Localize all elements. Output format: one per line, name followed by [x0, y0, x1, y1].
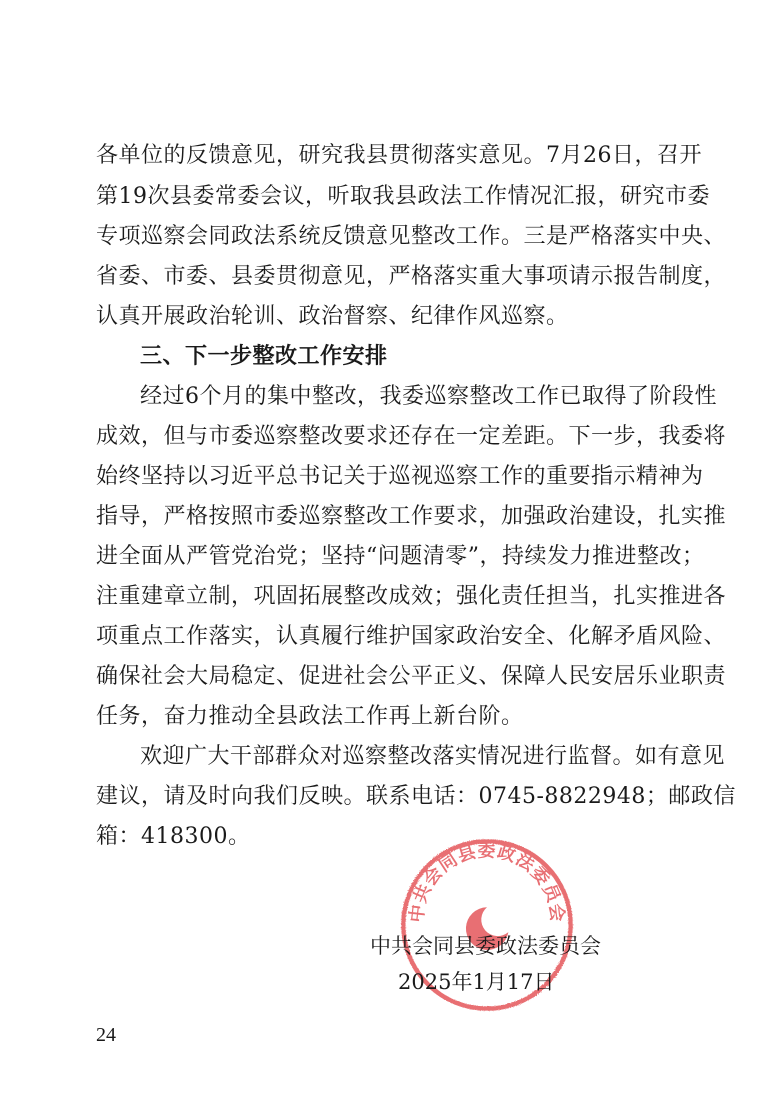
- body-line: 省委、市委、县委贯彻意见，严格落实重大事项请示报告制度，: [96, 264, 727, 289]
- body-line: 欢迎广大干部群众对巡察整改落实情况进行监督。如有意见: [140, 744, 726, 769]
- body-line: 建议，请及时向我们反映。联系电话：0745-8822948；邮政信: [96, 784, 736, 809]
- body-line: 各单位的反馈意见，研究我县贯彻落实意见。7月26日，召开: [96, 143, 702, 168]
- svg-text:中共会同县委政法委员会: [405, 840, 568, 924]
- body-line: 项重点工作落实，认真履行维护国家政治安全、化解矛盾风险、: [96, 624, 727, 649]
- body-line: 第19次县委常委会议，听取我县政法工作情况汇报，研究市委: [96, 184, 710, 209]
- signature-organization: 中共会同县委政法委员会: [370, 934, 601, 958]
- body-line: 注重建章立制，巩固拓展整改成效；强化责任担当，扎实推进各: [96, 584, 727, 609]
- body-line: 指导，严格按照市委巡察整改工作要求，加强政治建设，扎实推: [96, 504, 727, 529]
- body-line: 确保社会大局稳定、促进社会公平正义、保障人民安居乐业职责: [96, 664, 727, 689]
- body-line: 始终坚持以习近平总书记关于巡视巡察工作的重要指示精神为: [96, 464, 704, 489]
- body-line: 经过6个月的集中整改，我委巡察整改工作已取得了阶段性: [140, 384, 717, 409]
- page-number: 24: [96, 1024, 116, 1046]
- seal-text: 中共会同县委政法委员会: [406, 840, 568, 924]
- body-line: 箱：418300。: [96, 824, 251, 849]
- body-line: 成效，但与市委巡察整改要求还存在一定差距。下一步，我委将: [96, 424, 727, 449]
- section-heading: 三、下一步整改工作安排: [140, 344, 388, 369]
- body-line: 进全面从严管党治党；坚持“问题清零”，持续发力推进整改；: [96, 544, 705, 569]
- body-line: 专项巡察会同政法系统反馈意见整改工作。三是严格落实中央、: [96, 224, 727, 249]
- body-line: 认真开展政治轮训、政治督察、纪律作风巡察。: [96, 304, 569, 329]
- body-line: 任务，奋力推动全县政法工作再上新台阶。: [96, 704, 524, 729]
- signature-date: 2025年1月17日: [398, 970, 555, 994]
